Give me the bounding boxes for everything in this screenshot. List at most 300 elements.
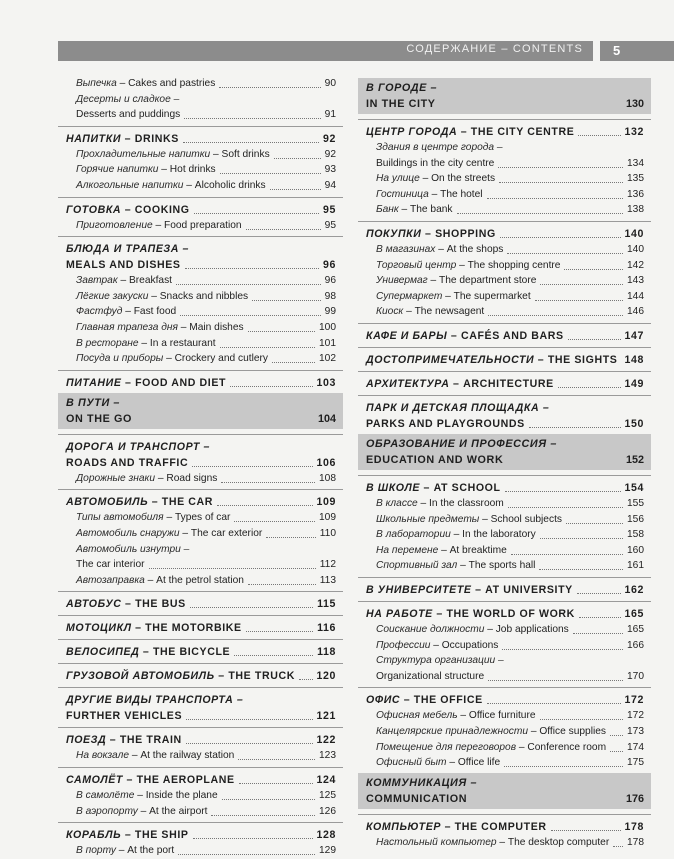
entry-title-en: At the airport — [149, 805, 208, 817]
toc-section-entry[interactable]: ЦЕНТР ГОРОДА – THE CITY CENTRE 132 — [366, 126, 644, 138]
leader-dots — [186, 719, 313, 720]
leader-dots — [504, 766, 623, 767]
entry-page-number: 134 — [627, 157, 644, 169]
toc-subentry[interactable]: В классе – In the classroom 155 — [358, 496, 651, 512]
entry-page-number: 115 — [317, 598, 336, 611]
entry-title-en: At the petrol station — [156, 574, 244, 586]
entry-title-ru: ПАРК И ДЕТСКАЯ ПЛОЩАДКА – — [366, 402, 550, 414]
section-divider — [58, 727, 343, 728]
leader-dots — [219, 87, 321, 88]
entry-title-ru: В ШКОЛЕ — [366, 482, 420, 494]
entry-title-ru: ДОСТОПРИМЕЧАТЕЛЬНОСТИ — [366, 354, 535, 366]
section-divider — [58, 615, 343, 616]
section-divider — [58, 489, 343, 490]
leader-dots — [507, 253, 623, 254]
leader-dots — [299, 679, 313, 680]
entry-page-number: 158 — [627, 529, 644, 541]
leader-dots — [230, 386, 313, 387]
leader-dots — [488, 680, 623, 681]
leader-dots — [246, 229, 321, 230]
entry-title-en: Office furniture — [468, 710, 536, 722]
toc-subentry[interactable]: Прохладительные напитки – Soft drinks 92 — [58, 147, 343, 163]
entry-title-en: At the port — [127, 845, 175, 857]
toc-subentry[interactable] — [58, 107, 343, 123]
entry-title-ru: АВТОМОБИЛЬ — [66, 496, 149, 509]
entry-title-ru: Офисный быт — [376, 757, 447, 769]
entry-page-number: 106 — [316, 456, 336, 469]
toc-section-entry[interactable]: НА РАБОТЕ – THE WORLD OF WORK 165 — [366, 608, 644, 620]
chapter-title-en: COMMUNICATION — [366, 792, 468, 805]
toc-subentry[interactable]: Дорожные знаки – Road signs 108 — [58, 471, 343, 487]
toc-section-entry[interactable] — [58, 439, 343, 455]
entry-page-number: 96 — [323, 259, 336, 272]
section-divider — [358, 347, 651, 348]
entry-title-en: THE COMPUTER — [454, 820, 547, 833]
entry-title-ru: Автомобиль снаружи — [76, 528, 180, 539]
entry-title-en: Organizational structure — [376, 670, 485, 682]
entry-title-ru: Типы автомобиля — [76, 512, 164, 524]
leader-dots — [270, 189, 321, 190]
entry-page-number: 92 — [323, 132, 336, 145]
leader-dots — [176, 284, 321, 285]
section-divider — [58, 236, 343, 237]
entry-page-number: 96 — [324, 275, 336, 287]
toc-subentry[interactable]: Фастфуд – Fast food 99 — [58, 304, 343, 320]
entry-title-ru: НАПИТКИ — [66, 132, 122, 145]
entry-page-number: 140 — [624, 228, 644, 240]
entry-title-ru: Банк — [376, 204, 399, 216]
toc-section-entry[interactable]: КОРАБЛЬ – THE SHIP 128 — [66, 829, 336, 842]
toc-subentry[interactable]: Автозаправка – At the petrol station 113 — [58, 573, 343, 589]
entry-title-en: Breakfast — [128, 275, 173, 287]
toc-subentry[interactable]: Главная трапеза дня – Main dishes 100 — [58, 320, 343, 336]
entry-title-en: THE OFFICE — [413, 694, 483, 707]
entry-page-number: 149 — [624, 378, 644, 390]
entry-page-number: 142 — [627, 259, 644, 271]
entry-page-number: 112 — [319, 559, 336, 571]
entry-title-ru: КАФЕ И БАРЫ — [366, 330, 448, 342]
toc-subentry[interactable]: Завтрак – Breakfast 96 — [58, 273, 343, 289]
toc-subentry[interactable]: Автомобиль снаружи – The car exterior 110 — [58, 526, 343, 542]
leader-dots — [578, 135, 621, 136]
entry-title-en: The desktop computer — [507, 836, 610, 848]
entry-title-en: The hotel — [440, 188, 483, 200]
entry-title-en: THE CAR — [161, 496, 214, 509]
section-divider — [358, 814, 651, 815]
chapter-title-ru: В ПУТИ – — [66, 396, 121, 409]
leader-dots — [192, 466, 313, 467]
entry-page-number: 102 — [319, 353, 336, 365]
leader-dots — [220, 347, 315, 348]
chapter-band — [58, 393, 343, 429]
toc-section-entry[interactable]: ГОТОВКА – COOKING 95 — [66, 203, 336, 216]
entry-title-en: Soft drinks — [221, 148, 270, 160]
chapter-band — [358, 78, 651, 114]
toc-subentry[interactable]: В магазинах – At the shops 140 — [358, 242, 651, 258]
entry-page-number: 165 — [627, 624, 644, 635]
entry-page-number: 91 — [324, 109, 336, 121]
section-divider — [358, 221, 651, 222]
entry-title-en: At the railway station — [140, 750, 235, 762]
entry-title-en: Snacks and nibbles — [159, 290, 249, 302]
leader-dots — [248, 331, 315, 332]
entry-title-ru: Прохладительные напитки — [76, 148, 211, 160]
toc-section-entry[interactable]: ДОСТОПРИМЕЧАТЕЛЬНОСТИ – THE SIGHTS 148 — [366, 354, 644, 366]
leader-dots — [193, 838, 313, 839]
leader-dots — [564, 269, 623, 270]
toc-subentry[interactable]: Школьные предметы – School subjects 156 — [358, 512, 651, 528]
chapter-title-en: EDUCATION AND WORK — [366, 454, 504, 466]
toc-subentry[interactable]: Офисный быт – Office life 175 — [358, 755, 651, 771]
leader-dots — [558, 387, 621, 388]
toc-subentry[interactable]: Типы автомобиля – Types of car 109 — [58, 510, 343, 526]
toc-section-entry[interactable]: В ШКОЛЕ – AT SCHOOL 154 — [366, 482, 644, 494]
toc-section-entry[interactable]: ПИТАНИЕ – FOOD AND DIET 103 — [66, 376, 336, 389]
toc-subentry[interactable]: Гостиница – The hotel 136 — [358, 187, 651, 203]
entry-title-en: PARKS AND PLAYGROUNDS — [366, 418, 525, 430]
section-divider — [58, 639, 343, 640]
toc-subentry[interactable]: Горячие напитки – Hot drinks 93 — [58, 162, 343, 178]
entry-title-ru: Структура организации – — [376, 655, 504, 667]
toc-section-entry[interactable] — [358, 400, 651, 416]
toc-section-entry[interactable]: ОФИС – THE OFFICE 172 — [366, 694, 644, 707]
entry-page-number: 93 — [324, 164, 336, 176]
entry-title-en: AT UNIVERSITY — [485, 584, 573, 596]
toc-section-entry[interactable]: МОТОЦИКЛ – THE MOTORBIKE 116 — [66, 622, 336, 635]
entry-page-number: 147 — [624, 330, 644, 342]
toc-subentry[interactable] — [58, 542, 343, 558]
running-header-title: СОДЕРЖАНИЕ – CONTENTS — [406, 43, 583, 55]
section-divider — [58, 126, 343, 127]
toc-subentry[interactable]: В порту – At the port 129 — [58, 843, 343, 859]
entry-page-number: 172 — [624, 694, 644, 707]
entry-page-number: 143 — [627, 275, 644, 287]
leader-dots — [535, 300, 623, 301]
toc-section-entry[interactable] — [358, 416, 651, 432]
toc-subentry[interactable]: Лёгкие закуски – Snacks and nibbles 98 — [58, 289, 343, 305]
toc-subentry[interactable] — [358, 653, 651, 669]
toc-section-entry[interactable]: ПОКУПКИ – SHOPPING 140 — [366, 228, 644, 240]
toc-section-entry[interactable]: АВТОМОБИЛЬ – THE CAR 109 — [66, 496, 336, 509]
entry-title-ru: ГОТОВКА — [66, 203, 122, 216]
toc-subentry[interactable]: Профессии – Occupations 166 — [358, 638, 651, 654]
entry-title-ru: ОФИС — [366, 694, 401, 707]
entry-title-ru: Горячие напитки — [76, 164, 159, 176]
leader-dots — [508, 507, 623, 508]
chapter-page: 130 — [625, 98, 644, 110]
running-header-bar — [58, 41, 593, 61]
entry-title-en: FURTHER VEHICLES — [66, 710, 183, 723]
entry-page-number: 174 — [627, 741, 644, 753]
entry-page-number: 109 — [316, 496, 336, 509]
entry-title-ru: ЦЕНТР ГОРОДА — [366, 126, 458, 138]
entry-title-ru: В классе — [376, 498, 418, 509]
entry-title-en: The newsagent — [414, 306, 485, 318]
entry-title-en: MEALS AND DISHES — [66, 259, 181, 272]
section-divider — [358, 119, 651, 120]
leader-dots — [248, 584, 316, 585]
toc-subentry[interactable]: Торговый центр – The shopping centre 142 — [358, 258, 651, 274]
entry-page-number: 95 — [324, 219, 336, 231]
section-divider — [58, 687, 343, 688]
entry-page-number: 135 — [627, 173, 644, 185]
toc-subentry[interactable]: На перемене – At breaktime 160 — [358, 543, 651, 559]
entry-title-ru: САМОЛЁТ — [66, 774, 123, 786]
toc-section-entry[interactable]: В УНИВЕРСИТЕТЕ – AT UNIVERSITY 162 — [366, 584, 644, 596]
toc-subentry[interactable]: Офисная мебель – Office furniture 172 — [358, 708, 651, 724]
entry-title-ru: КОРАБЛЬ — [66, 829, 122, 842]
toc-section-entry[interactable]: НАПИТКИ – DRINKS 92 — [66, 132, 336, 145]
leader-dots — [539, 569, 623, 570]
toc-subentry[interactable]: Посуда и приборы – Crockery and cutlery 102 — [58, 351, 343, 367]
chapter-page: 104 — [317, 412, 336, 425]
leader-dots — [186, 743, 313, 744]
entry-title-ru: Приготовление — [76, 219, 153, 231]
entry-page-number: 92 — [324, 148, 336, 160]
section-divider — [358, 371, 651, 372]
entry-page-number: 100 — [319, 322, 336, 333]
entry-title-en: Buildings in the city centre — [376, 157, 495, 169]
toc-subentry[interactable]: Алкогольные напитки – Alcoholic drinks 94 — [58, 178, 343, 194]
toc-section-entry[interactable] — [58, 257, 343, 273]
toc-section-entry[interactable]: КАФЕ И БАРЫ – CAFÉS AND BARS 147 — [366, 330, 644, 342]
chapter-band — [358, 434, 651, 470]
entry-title-en: COOKING — [134, 203, 190, 216]
entry-page-number: 146 — [627, 306, 644, 318]
section-divider — [58, 591, 343, 592]
entry-page-number: 103 — [316, 376, 336, 389]
leader-dots — [234, 521, 315, 522]
toc-subentry[interactable] — [58, 557, 343, 573]
chapter-page: 176 — [625, 792, 644, 805]
entry-page-number: 121 — [316, 710, 336, 723]
entry-title-ru: Соискание должности — [376, 624, 485, 635]
entry-title-ru: ГРУЗОВОЙ АВТОМОБИЛЬ — [66, 670, 215, 683]
toc-subentry[interactable]: Соискание должности – Job applications 165 — [358, 622, 651, 638]
entry-title-ru: Профессии — [376, 639, 431, 651]
entry-title-ru: ВЕЛОСИПЕД — [66, 646, 140, 659]
entry-title-en: CAFÉS AND BARS — [460, 330, 564, 342]
entry-page-number: 109 — [319, 512, 336, 524]
entry-page-number: 122 — [316, 734, 336, 747]
entry-title-ru: В порту — [76, 845, 116, 857]
toc-subentry[interactable] — [358, 140, 651, 156]
entry-title-en: THE BICYCLE — [152, 646, 231, 659]
toc-section-entry[interactable] — [58, 241, 343, 257]
toc-subentry[interactable]: Выпечка – Cakes and pastries 90 — [58, 76, 343, 92]
chapter-title-ru: В ГОРОДЕ – — [366, 82, 438, 94]
toc-subentry[interactable] — [358, 156, 651, 172]
entry-title-ru: Настольный компьютер — [376, 836, 497, 848]
toc-subentry[interactable]: В самолёте – Inside the plane 125 — [58, 788, 343, 804]
entry-title-en: AT SCHOOL — [433, 482, 501, 494]
entry-title-ru: На улице — [376, 173, 420, 185]
toc-section-entry[interactable] — [58, 455, 343, 471]
entry-title-ru: ПОЕЗД — [66, 734, 107, 747]
entry-title-en: At breaktime — [449, 544, 507, 556]
entry-title-ru: Помещение для переговоров — [376, 741, 517, 753]
leader-dots — [272, 362, 315, 363]
entry-title-en: THE BUS — [135, 598, 186, 611]
entry-title-ru: В аэропорту — [76, 805, 138, 817]
entry-title-ru: Главная трапеза дня — [76, 322, 178, 333]
toc-section-entry[interactable]: АРХИТЕКТУРА – ARCHITECTURE 149 — [366, 378, 644, 390]
entry-title-en: THE WORLD OF WORK — [446, 608, 575, 620]
toc-subentry[interactable]: Помещение для переговоров – Conference room 174 — [358, 740, 651, 756]
entry-title-ru: Выпечка — [76, 78, 117, 89]
entry-title-ru: Офисная мебель — [376, 710, 458, 722]
entry-title-ru: Автозаправка — [76, 574, 145, 586]
leader-dots — [239, 783, 313, 784]
leader-dots — [185, 268, 319, 269]
leader-dots — [577, 593, 621, 594]
leader-dots — [511, 554, 623, 555]
entry-title-en: The department store — [438, 275, 537, 287]
entry-title-en: Cakes and pastries — [128, 78, 216, 89]
leader-dots — [487, 703, 621, 704]
leader-dots — [573, 633, 623, 634]
entry-title-en: Hot drinks — [169, 164, 216, 176]
entry-title-ru: Супермаркет — [376, 290, 443, 302]
entry-title-ru: Гостиница — [376, 188, 429, 200]
entry-title-ru: Завтрак — [76, 275, 118, 287]
leader-dots — [221, 482, 315, 483]
toc-subentry[interactable]: На вокзале – At the railway station 123 — [58, 748, 343, 764]
section-divider — [358, 601, 651, 602]
leader-dots — [222, 799, 315, 800]
entry-title-en: Types of car — [174, 512, 231, 524]
leader-dots — [234, 655, 313, 656]
entry-title-en: The car exterior — [190, 528, 263, 539]
entry-title-en: THE TRUCK — [228, 670, 295, 683]
chapter-page: 152 — [625, 454, 644, 466]
section-divider — [358, 395, 651, 396]
entry-title-ru: КОМПЬЮТЕР — [366, 820, 442, 833]
entry-title-en: FOOD AND DIET — [135, 376, 227, 389]
section-divider — [358, 577, 651, 578]
toc-subentry[interactable]: Универмаг – The department store 143 — [358, 273, 651, 289]
entry-title-ru: На перемене — [376, 544, 439, 556]
entry-title-en: THE SHIP — [134, 829, 189, 842]
toc-section-entry[interactable] — [58, 692, 343, 708]
entry-title-en: Desserts and puddings — [76, 109, 181, 121]
leader-dots — [178, 854, 315, 855]
toc-section-entry[interactable]: АВТОБУС – THE BUS 115 — [66, 598, 336, 611]
toc-subentry[interactable]: В аэропорту – At the airport 126 — [58, 804, 343, 820]
leader-dots — [540, 719, 623, 720]
entry-title-ru: Лёгкие закуски — [76, 290, 149, 302]
entry-title-ru: Канцелярские принадлежности — [376, 726, 529, 737]
leader-dots — [180, 315, 321, 316]
entry-title-ru: Универмаг — [376, 275, 428, 287]
entry-page-number: 98 — [324, 290, 336, 302]
toc-section-entry[interactable]: ПОЕЗД – THE TRAIN 122 — [66, 734, 336, 747]
entry-title-en: SHOPPING — [435, 228, 496, 240]
toc-subentry[interactable] — [58, 92, 343, 108]
toc-section-entry[interactable]: САМОЛЁТ – THE AEROPLANE 124 — [66, 774, 336, 786]
toc-subentry[interactable] — [358, 669, 651, 685]
section-divider — [58, 822, 343, 823]
entry-title-ru: В лаборатории — [376, 529, 451, 541]
chapter-title-ru: КОММУНИКАЦИЯ – — [366, 776, 478, 789]
toc-subentry[interactable]: Киоск – The newsagent 146 — [358, 304, 651, 320]
leader-dots — [505, 491, 621, 492]
entry-title-en: Fast food — [133, 306, 177, 318]
entry-title-en: The car interior — [76, 559, 145, 571]
entry-title-ru: НА РАБОТЕ — [366, 608, 433, 620]
leader-dots — [184, 118, 321, 119]
toc-subentry[interactable]: В лаборатории – In the laboratory 158 — [358, 527, 651, 543]
leader-dots — [190, 607, 313, 608]
toc-subentry[interactable]: Спортивный зал – The sports hall 161 — [358, 558, 651, 574]
entry-page-number: 156 — [627, 513, 644, 525]
leader-dots — [499, 182, 623, 183]
toc-section-entry[interactable] — [58, 708, 343, 724]
page-number: 5 — [613, 43, 621, 58]
toc-subentry[interactable]: На улице – On the streets 135 — [358, 171, 651, 187]
leader-dots — [551, 830, 621, 831]
entry-title-en: THE TRAIN — [119, 734, 182, 747]
toc-subentry[interactable]: Приготовление – Food preparation 95 — [58, 218, 343, 234]
entry-title-ru: Спортивный зал — [376, 560, 458, 572]
leader-dots — [502, 649, 623, 650]
leader-dots — [246, 631, 313, 632]
entry-page-number: 94 — [324, 180, 336, 191]
leader-dots — [579, 617, 621, 618]
entry-title-en: THE SIGHTS — [547, 354, 618, 366]
toc-subentry[interactable]: Супермаркет – The supermarket 144 — [358, 289, 651, 305]
entry-page-number: 125 — [319, 790, 336, 801]
toc-subentry[interactable]: Канцелярские принадлежности – Office supplies 173 — [358, 724, 651, 740]
entry-page-number: 118 — [317, 646, 336, 659]
entry-title-ru: В магазинах — [376, 244, 436, 255]
entry-title-en: Office life — [457, 757, 501, 769]
entry-title-en: Occupations — [441, 639, 499, 651]
entry-title-ru: В самолёте — [76, 790, 135, 801]
entry-page-number: 140 — [627, 244, 644, 255]
toc-subentry[interactable]: Банк – The bank 138 — [358, 202, 651, 218]
entry-title-ru: БЛЮДА И ТРАПЕЗА – — [66, 243, 190, 256]
entry-title-ru: Школьные предметы — [376, 513, 480, 525]
leader-dots — [149, 568, 316, 569]
entry-title-en: In the laboratory — [462, 529, 536, 541]
entry-page-number: 148 — [624, 354, 644, 366]
toc-section-entry[interactable]: ГРУЗОВОЙ АВТОМОБИЛЬ – THE TRUCK 120 — [66, 670, 336, 683]
entry-page-number: 161 — [627, 560, 644, 572]
entry-title-en: THE AEROPLANE — [136, 774, 235, 786]
section-divider — [58, 434, 343, 435]
entry-page-number: 99 — [324, 306, 336, 318]
leader-dots — [529, 427, 621, 428]
entry-title-en: Job applications — [495, 624, 569, 635]
chapter-title-ru: ОБРАЗОВАНИЕ И ПРОФЕССИЯ – — [366, 438, 557, 450]
entry-title-ru: Автомобиль изнутри – — [76, 543, 190, 555]
toc-subentry[interactable]: Настольный компьютер – The desktop computer 178 — [358, 835, 651, 851]
leader-dots — [500, 237, 621, 238]
entry-page-number: 126 — [319, 805, 336, 817]
leader-dots — [610, 735, 623, 736]
entry-title-en: Office supplies — [539, 726, 606, 737]
leader-dots — [610, 751, 623, 752]
entry-title-en: DRINKS — [134, 132, 179, 145]
leader-dots — [540, 538, 623, 539]
leader-dots — [252, 300, 321, 301]
toc-section-entry[interactable]: ВЕЛОСИПЕД – THE BICYCLE 118 — [66, 646, 336, 659]
entry-page-number: 173 — [627, 726, 644, 737]
leader-dots — [498, 167, 623, 168]
toc-section-entry[interactable]: КОМПЬЮТЕР – THE COMPUTER 178 — [366, 820, 644, 833]
toc-subentry[interactable]: В ресторане – In a restaurant 101 — [58, 336, 343, 352]
